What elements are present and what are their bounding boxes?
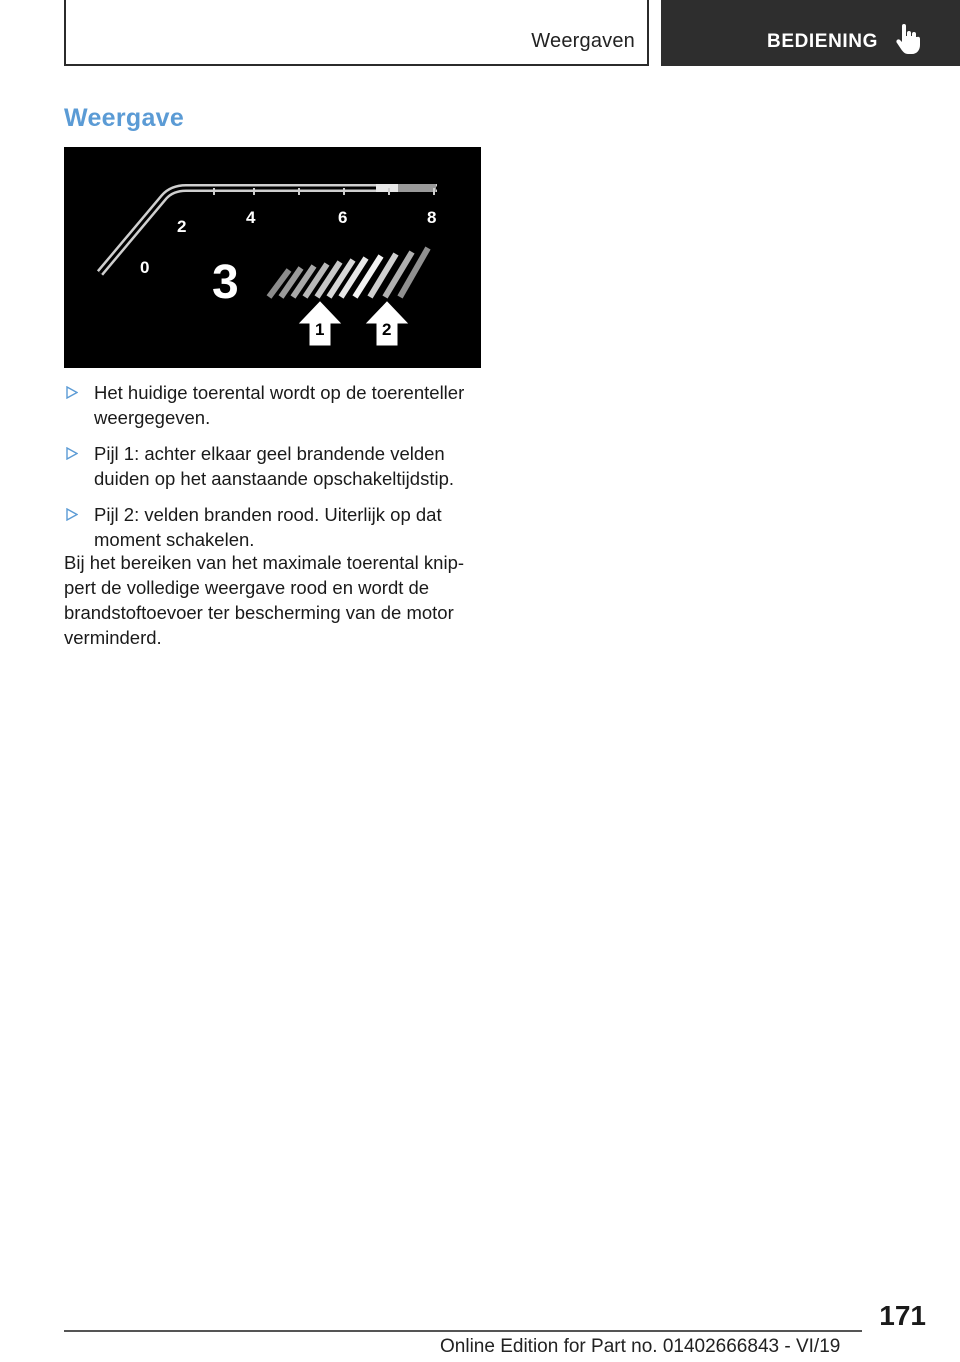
header-section-box	[64, 0, 649, 66]
arrow-2-label: 2	[382, 320, 392, 339]
scale-label-4: 4	[246, 208, 256, 227]
triangle-bullet-icon	[66, 386, 78, 399]
triangle-bullet-icon	[66, 508, 78, 521]
section-title: Weergave	[64, 104, 185, 132]
bullet-list	[64, 380, 484, 563]
body-paragraph: Bij het bereiken van het maximale toerental knip-pert de volledige weergave rood en wordt de brandstoftoevoer ter bescherming van de motor verminderd.	[64, 552, 465, 648]
scale-label-0: 0	[140, 258, 150, 277]
shift-indicator-figure	[64, 147, 481, 368]
scale-label-8: 8	[427, 208, 437, 227]
header-chapter-title: BEDIENING	[767, 31, 878, 52]
shift-indicator-illustration	[64, 147, 481, 368]
footer-divider	[64, 1330, 862, 1332]
page-number: 171	[879, 1300, 926, 1331]
hand-pointer-icon	[895, 24, 921, 54]
scale-label-6: 6	[338, 208, 348, 227]
bullet-text: Pijl 1: achter elkaar geel brandende velden duiden op het aanstaande opschakeltijdstip.	[94, 443, 454, 489]
gear-number: 3	[212, 256, 239, 309]
arrow-1-label: 1	[315, 320, 325, 339]
header-section-title: Weergaven	[531, 30, 635, 52]
list-item	[64, 441, 484, 491]
list-item	[64, 502, 484, 552]
bullet-text: Het huidige toerental wordt op de toerenteller weergegeven.	[94, 382, 465, 428]
bullet-text: Pijl 2: velden branden rood. Uiterlijk op dat moment schakelen.	[94, 504, 442, 550]
list-item	[64, 380, 484, 430]
scale-label-2: 2	[177, 217, 187, 236]
triangle-bullet-icon	[66, 447, 78, 460]
header-chapter-box	[661, 0, 960, 66]
footer-edition: Online Edition for Part no. 01402666843 - VI/19	[440, 1336, 841, 1357]
